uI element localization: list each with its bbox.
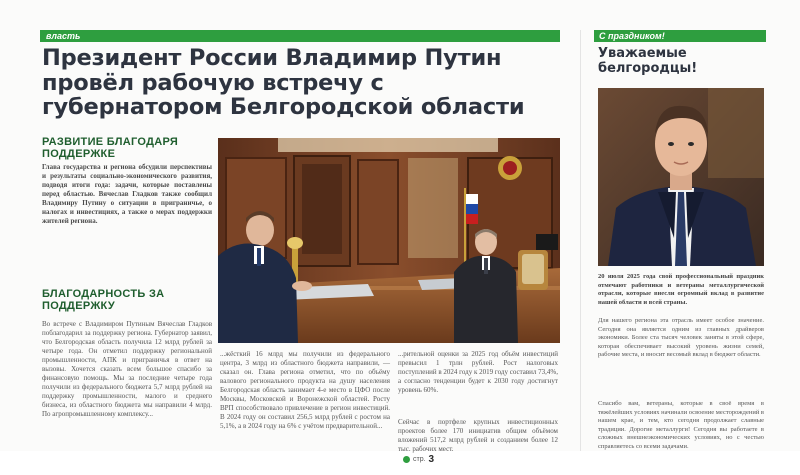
greeting-heading: Уважаемые белгородцы! [598, 46, 698, 76]
lead-paragraph: Глава государства и региона обсудили перспективы и результаты социально-экономического развития, подводя итоги года: задачи, которые поставлены перед областью. Вячеслав Гладков также сообщил Владимиру Путину о ситуации в приграничье, о налогах и инвестициях, а также о мерах поддержки жителей региона. [42, 163, 212, 225]
subheading-gratitude: БЛАГОДАРНОСТЬ ЗА ПОДДЕРЖКУ [42, 288, 165, 312]
section-bar [40, 30, 560, 42]
greeting-text-3: Спасибо вам, ветераны, которые в своё время в тяжёлейших условиях начинали освоение месторождений в нашем крае, и тем, кто сегодня продолжает славные традиции. Дорогие металлурги! Сегодня вы работаете в сложных внешнеэкономических условиях, но с честью справляетесь со всеми задачами. [598, 400, 764, 450]
column-divider [580, 30, 581, 451]
section-label: власть [46, 31, 81, 41]
greeting-text-2: Для нашего региона эта отрасль имеет особое значение. Сегодня она является одним из главных драйверов экономики. Более ста тысяч человек заняты в этой сфере, которая обеспечивает высокий уровень жизни семей, рабочие места, и вносит весомый вклад в бюджет области. [598, 317, 764, 358]
bullet-icon [403, 456, 410, 463]
article-column-1: Во встрече с Владимиром Путиным Вячеслав Гладков поблагодарил за поддержку региона. Губернатор заявил, что Белгородская область получила 12 млрд рублей за четыре года. Он отметил поддержку региональной промышленности, АПК и приграничья в ответ на вызовы. Хочется сказать всем большое спасибо за финансовую помощь. Мы за последние четыре года получили из федерального бюджета 5,7 млрд рублей на поддержку промышленности, малого и среднего бизнеса, из областного бюджета мы направили 4 млрд. По агропромышленному комплексу... [42, 320, 212, 418]
page-ref-label: стр. [413, 456, 426, 463]
article-column-3: ...рительной оценки за 2025 год объём инвестиций превысил 1 трлн рублей. Рост налоговых поступлений в 2024 году к 2019 году составил 73,4%, а согласно тенденции будет к 2030 году достигнут уровень 60%. [398, 350, 558, 394]
article-column-2: ...жёсткий 16 млрд мы получили из федерального центра, 3 млрд из областного бюджета направили, — сказал он. Глава региона отметил, что по объёму валового регионального продукта на душу населения Белгородская область занимает 4-е место в ЦФО после Москвы, Московской и Воронежской областей. Росту ВРП способствовало привлечение в регион инвестиций. В 2024 году он составил 256,5 млрд рублей с ростом на 5,1%, а в 2024 году на 6% с учётом предварительной... [220, 350, 390, 430]
greeting-sidebar [594, 30, 766, 451]
meeting-photo [218, 138, 560, 343]
article-column-3-continued: Сейчас в портфеле крупных инвестиционных проектов более 170 инициатив общим объёмом вложений 517,2 млрд рублей и созданием более 12 тыс. рабочих мест. [398, 418, 558, 453]
governor-portrait [598, 88, 764, 266]
sidebar-section-bar [594, 30, 766, 42]
main-article [40, 30, 560, 465]
subheading-development: РАЗВИТИЕ БЛАГОДАРЯ ПОДДЕРЖКЕ [42, 136, 179, 160]
greeting-text-1: 20 июля 2025 года свой профессиональный праздник отмечают работники и ветераны металлургической отрасли, которые внесли огромный вклад в развитие нашей области и всей страны. [598, 273, 764, 306]
page-ref-number: 3 [428, 454, 435, 465]
page-reference[interactable] [403, 454, 434, 465]
article-headline: Президент России Владимир Путин провёл рабочую встречу с губернатором Белгородской области [42, 45, 525, 120]
sidebar-section-label: С праздником! [599, 31, 665, 41]
